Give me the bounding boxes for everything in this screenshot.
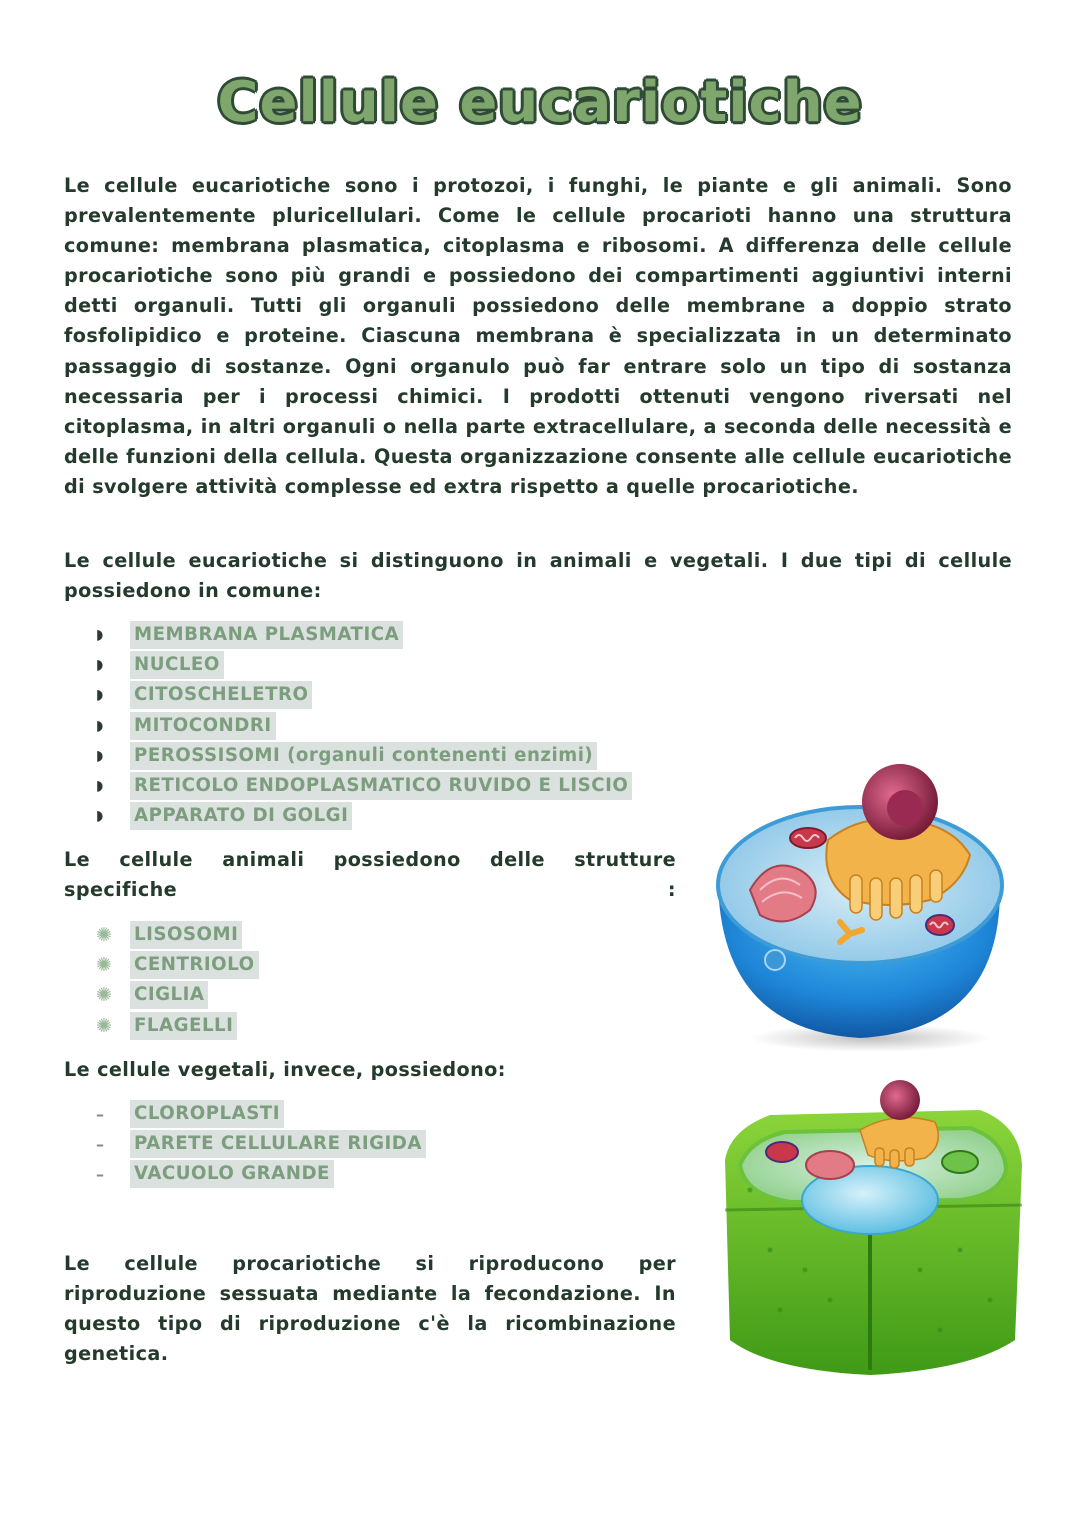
list-item: – CLOROPLASTI <box>96 1099 426 1129</box>
dash-bullet-icon: – <box>96 1134 105 1154</box>
reproduction-paragraph: Le cellule procariotiche si riproducono per riproduzione sessuata mediante la fecondazione. In questo tipo di riproduzione c'è la ricombinazione genetica. <box>64 1252 676 1366</box>
list-item: ◗ CITOSCHELETRO <box>96 680 632 710</box>
animal-cell-illustration <box>700 760 1040 1060</box>
dash-bullet-icon: – <box>96 1164 105 1184</box>
list-item: ✺ CENTRIOLO <box>96 950 259 980</box>
list-item: ✺ LISOSOMI <box>96 920 259 950</box>
bullet-icon: ◗ <box>96 717 104 734</box>
plant-structures-list <box>96 1099 426 1190</box>
common-intro: Le cellule eucariotiche si distinguono in animali e vegetali. I due tipi di cellule possiedono in comune: <box>64 549 1012 603</box>
asterisk-bullet-icon: ✺ <box>96 1014 113 1037</box>
bullet-icon: ◗ <box>96 778 104 795</box>
bullet-icon: ◗ <box>96 627 104 644</box>
asterisk-bullet-icon: ✺ <box>96 984 113 1007</box>
list-item: ◗ NUCLEO <box>96 650 632 680</box>
asterisk-bullet-icon: ✺ <box>96 954 113 977</box>
plant-cell-illustration <box>710 1070 1040 1390</box>
bullet-icon: ◗ <box>96 657 104 674</box>
list-item: ◗ APPARATO DI GOLGI <box>96 801 632 831</box>
list-item: ◗ PEROSSISOMI (organuli contenenti enzimi) <box>96 741 632 771</box>
animal-structures-list <box>96 920 259 1041</box>
list-item: ◗ MEMBRANA PLASMATICA <box>96 620 632 650</box>
plant-intro: Le cellule vegetali, invece, possiedono: <box>64 1058 506 1081</box>
bullet-icon: ◗ <box>96 687 104 704</box>
page-title: Cellule eucariotiche <box>217 70 863 135</box>
intro-paragraph: Le cellule eucariotiche sono i protozoi, i funghi, le piante e gli animali. Sono prevalentemente pluricellulari. Come le cellule procarioti hanno una struttura comune: membrana plasmatica, citoplasma e ribosomi. A differenza delle cellule procariotiche sono più grandi e possiedono dei compartimenti aggiuntivi interni detti organuli. Tutti gli organuli possiedono delle membrane a doppio strato fosfolipidico e proteine. Ciascuna membrana è specializzata in un determinato passaggio di sostanze. Ogni organulo può far entrare solo un tipo di sostanza necessaria per i processi chimici. I prodotti ottenuti vengono riversati nel citoplasma, in altri organuli o nella parte extracellulare, a seconda delle necessità e delle funzioni della cellula. Questa organizzazione consente alle cellule eucariotiche di svolgere attività complesse ed extra rispetto a quelle procariotiche. <box>64 174 1012 498</box>
common-organelles-list <box>96 620 632 831</box>
animal-intro: Le cellule animali possiedono delle strutture specifiche : <box>64 848 676 902</box>
list-item: – VACUOLO GRANDE <box>96 1159 426 1189</box>
bullet-icon: ◗ <box>96 808 104 825</box>
asterisk-bullet-icon: ✺ <box>96 924 113 947</box>
dash-bullet-icon: – <box>96 1104 105 1124</box>
list-item: ◗ MITOCONDRI <box>96 711 632 741</box>
list-item: ✺ CIGLIA <box>96 980 259 1010</box>
bullet-icon: ◗ <box>96 747 104 764</box>
list-item: ✺ FLAGELLI <box>96 1011 259 1041</box>
list-item: ◗ RETICOLO ENDOPLASMATICO RUVIDO E LISCIO <box>96 771 632 801</box>
list-item: – PARETE CELLULARE RIGIDA <box>96 1129 426 1159</box>
